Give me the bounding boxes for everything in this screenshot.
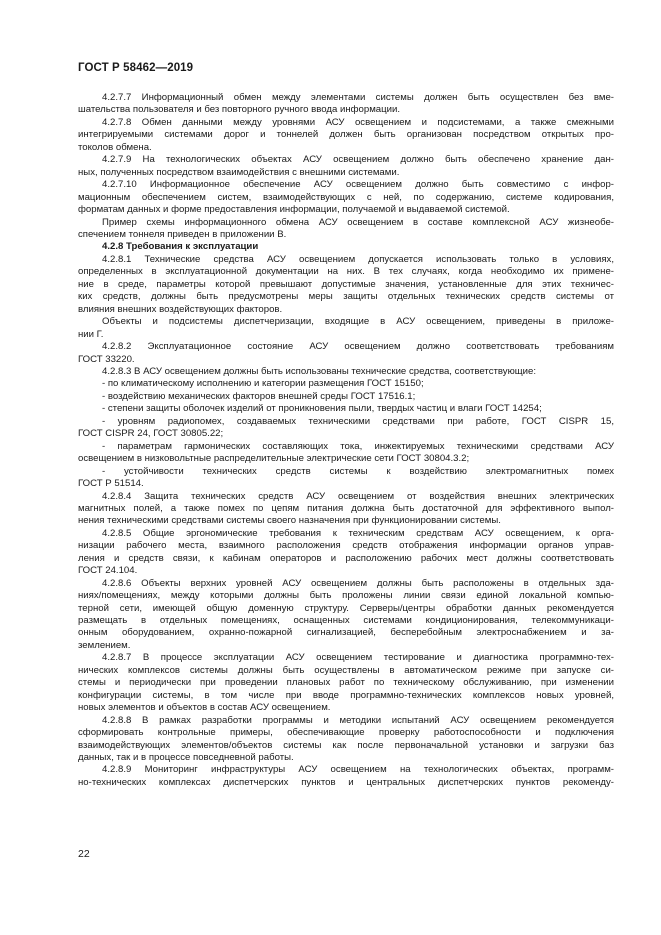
text-line: нических комплексов системы должны быть осуществлены в автоматическом режиме при запуске си- xyxy=(78,664,614,676)
text-line: влияния внешних воздействующих факторов. xyxy=(78,303,283,315)
text-line: - уровням радиопомех, создаваемых техническими средствами при работе, ГОСТ CISPR 15, xyxy=(102,415,614,427)
text-line: 4.2.7.10 Информационное обеспечение АСУ освещением должно быть совместимо с инфор- xyxy=(102,179,614,191)
text-line: Пример схемы информационного обмена АСУ освещением в составе комплексной АСУ жизнеобе- xyxy=(102,216,614,228)
text-line: ГОСТ 33220. xyxy=(78,353,135,365)
page-header: ГОСТ Р 58462—2019 xyxy=(78,62,194,74)
page-number: 22 xyxy=(78,848,90,860)
text-line: 4.2.8.5 Общие эргономические требования к техническим средствам АСУ освещением, к орга- xyxy=(102,527,614,539)
text-line: 4.2.8.9 Мониторинг инфраструктуры АСУ освещением на технологических объектах, программ- xyxy=(102,764,614,776)
text-line: интегрируемыми системами дорог и тоннелей должен быть организован посредством открытых про- xyxy=(78,129,614,141)
text-line: взаимодействующих элементов/объектов системы как после первоначальной установки и загрузки баз xyxy=(78,739,614,751)
text-line: 4.2.8.3 В АСУ освещением должны быть использованы технические средства, соответствующие: xyxy=(102,365,537,377)
body-text xyxy=(78,92,614,789)
text-line: определенных в эксплуатационной документации на них. В тех случаях, когда необходимо их примене- xyxy=(78,266,614,278)
text-line: но-технических комплексах диспетчерских пунктов и центральных диспетчерских пунктов рекоменду- xyxy=(78,776,614,788)
text-line: - по климатическому исполнению и категории размещения ГОСТ 15150; xyxy=(102,378,424,390)
text-line: ных, полученных посредством взаимодействия с внешними системами. xyxy=(78,166,400,178)
text-line: освещением в низковольтные распределительные электрические сети ГОСТ 30804.3.2; xyxy=(78,453,470,465)
text-line: ГОСТ 24.104. xyxy=(78,565,138,577)
text-line: нения техническими средствами системы своего назначения при функционировании системы. xyxy=(78,515,501,527)
text-line: 4.2.7.8 Обмен данными между уровнями АСУ освещением и подсистемами, а также смежными xyxy=(102,116,614,128)
text-line: 4.2.8.1 Технические средства АСУ освещением допускается использовать только в условиях, xyxy=(102,253,614,265)
text-line: Объекты и подсистемы диспетчеризации, входящие в АСУ освещением, приведены в приложе- xyxy=(102,316,614,328)
text-line: данных, так и в процессе повседневной работы. xyxy=(78,752,294,764)
text-line: конфигурации системы, в том числе при вводе программно-технических комплексов новых уровней, xyxy=(78,689,614,701)
text-line: магнитных полей, а также помех по цепям питания должна быть достаточной для эффективного выпол- xyxy=(78,502,614,514)
text-line: стемы и периодически при проведении плановых работ по техническому обслуживанию, при изменении xyxy=(78,677,614,689)
text-line: 4.2.8.7 В процессе эксплуатации АСУ освещением тестирование и диагностика программно-тех- xyxy=(102,652,614,664)
text-line: нии Г. xyxy=(78,328,104,340)
text-line: ние в среде, параметры которой превышают допустимые значения, установленные для этих техничес- xyxy=(78,278,614,290)
text-line: размещать в отдельных помещениях, оснащенных системами кондиционирования, телекоммуникаци- xyxy=(78,615,614,627)
text-line: терной сети, имеющей общую доменную структуру. Серверы/центры обработки данных рекомендуется xyxy=(78,602,614,614)
text-line: 4.2.8.6 Объекты верхних уровней АСУ освещением должны быть расположены в отдельных зда- xyxy=(102,577,614,589)
text-line: сформировать контрольные примеры, обеспечивающие проверку работоспособности и подключения xyxy=(78,727,614,739)
text-line: 4.2.8.2 Эксплуатационное состояние АСУ освещением должно соответствовать требованиям xyxy=(102,341,614,353)
text-line: - степени защиты оболочек изделий от проникновения пыли, твердых частиц и влаги ГОСТ 14254; xyxy=(102,403,542,415)
text-line: форматам данных и форме предоставления информации, получаемой и выдаваемой системой. xyxy=(78,204,510,216)
text-line: 4.2.7.9 На технологических объектах АСУ освещением должно быть обеспечено хранение дан- xyxy=(102,154,614,166)
text-line: 4.2.7.7 Информационный обмен между элементами системы должен быть осуществлен без вме- xyxy=(102,92,614,103)
text-line: мационным обеспечением систем, взаимодействующих с ней, по содержанию, системе кодирования, xyxy=(78,191,614,203)
text-line: ниях/помещениях, между которыми должны быть проложены линии связи единой локальной компью- xyxy=(78,590,614,602)
text-line: новых элементов и объектов в состав АСУ освещением. xyxy=(78,702,331,714)
text-line: землением. xyxy=(78,639,131,651)
text-line: ГОСТ CISPR 24, ГОСТ 30805.22; xyxy=(78,428,224,440)
text-line: спечением тоннеля приведен в приложении В. xyxy=(78,228,287,240)
text-line: 4.2.8.8 В рамках разработки программы и методики испытаний АСУ освещением рекомендуется xyxy=(102,714,614,726)
text-line: онным оборудованием, охранно-пожарной сигнализацией, бесперебойным электроснабжением и за- xyxy=(78,627,614,639)
text-line: 4.2.8.4 Защита технических средств АСУ освещением от воздействия внешних электрических xyxy=(102,490,614,502)
text-line: шательства пользователя и без повторного ручного ввода информации. xyxy=(78,104,401,116)
text-line: - параметрам гармонических составляющих тока, инжектируемых техническими средствами АСУ xyxy=(102,440,614,452)
text-line: ГОСТ Р 51514. xyxy=(78,478,144,490)
text-line: ления и средств связи, к кабинам операторов и расположению рабочих мест должны соответствовать xyxy=(78,552,614,564)
section-heading: 4.2.8 Требования к эксплуатации xyxy=(102,241,259,253)
text-line: - воздействию механических факторов внешней среды ГОСТ 17516.1; xyxy=(102,390,416,402)
text-line: низации рабочего места, взаимного расположения средств отображения информации органов управ- xyxy=(78,540,614,552)
text-line: токолов обмена. xyxy=(78,141,152,153)
text-line: ких средств, должны быть предусмотрены меры защиты отдельных технических средств системы от xyxy=(78,291,614,303)
text-line: - устойчивости технических средств системы к воздействию электромагнитных помех xyxy=(102,465,614,477)
